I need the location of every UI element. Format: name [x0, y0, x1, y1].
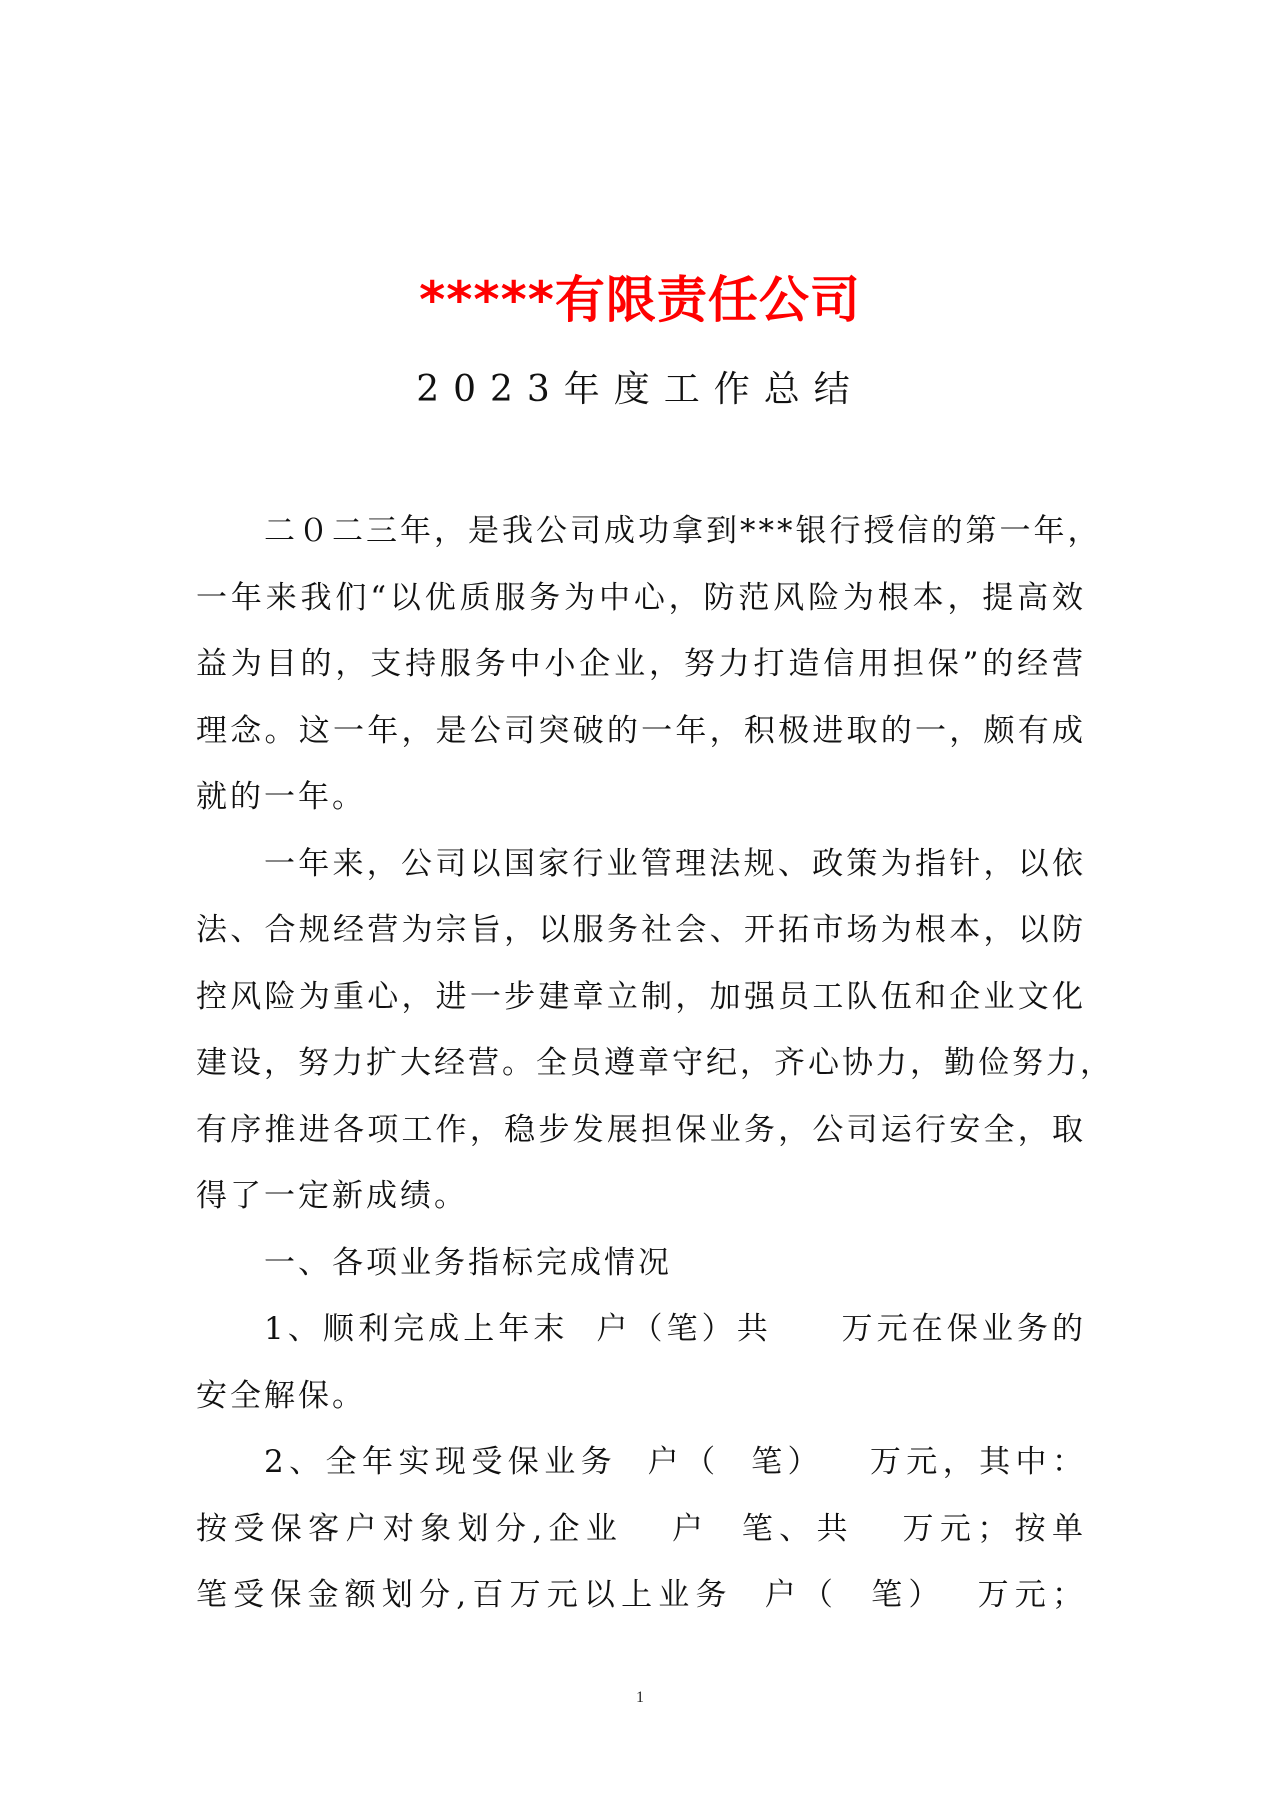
page-number: 1: [636, 1689, 644, 1706]
paragraph-line: 法、合规经营为宗旨，以服务社会、开拓市场为根本，以防: [196, 912, 1086, 948]
paragraph-line: 就的一年。: [196, 779, 366, 815]
paragraph-line: 控风险为重心，进一步建章立制，加强员工队伍和企业文化: [196, 978, 1086, 1015]
paragraph-line: 有序推进各项工作，稳步发展担保业务，公司运行安全，取: [196, 1111, 1086, 1148]
paragraph-line: 理念。这一年，是公司突破的一年，积极进取的一，颇有成: [196, 712, 1086, 749]
paragraph-line: 建设，努力扩大经营。全员遵章守纪，齐心协力，勤俭努力，: [196, 1045, 1114, 1081]
section-heading: 一、各项业务指标完成情况: [264, 1244, 672, 1281]
paragraph-line: 1、顺利完成上年末 户（笔）共 万元在保业务的: [264, 1311, 1086, 1347]
company-title: *****有限责任公司: [419, 271, 861, 329]
paragraph-line: 安全解保。: [196, 1377, 366, 1414]
paragraph-line: 笔受保金额划分,百万元以上业务 户（ 笔） 万元；: [196, 1577, 1086, 1613]
body-text: [196, 498, 1114, 1629]
paragraph-line: 2、全年实现受保业务 户（ 笔） 万元，其中：: [264, 1444, 1086, 1480]
paragraph-line: 按受保客户对象划分,企业 户 笔、共 万元；按单: [196, 1510, 1086, 1547]
document-subtitle: 2023年度工作总结: [416, 369, 864, 410]
paragraph-line: 得了一定新成绩。: [196, 1178, 468, 1214]
paragraph-line: 一年来，公司以国家行业管理法规、政策为指针，以依: [264, 845, 1086, 882]
paragraph-line: 二０二三年，是我公司成功拿到***银行授信的第一年，: [264, 513, 1102, 549]
paragraph-line: 益为目的，支持服务中小企业，努力打造信用担保”的经营: [196, 646, 1086, 682]
paragraph-line: 一年来我们“以优质服务为中心，防范风险为根本，提高效: [196, 579, 1086, 616]
